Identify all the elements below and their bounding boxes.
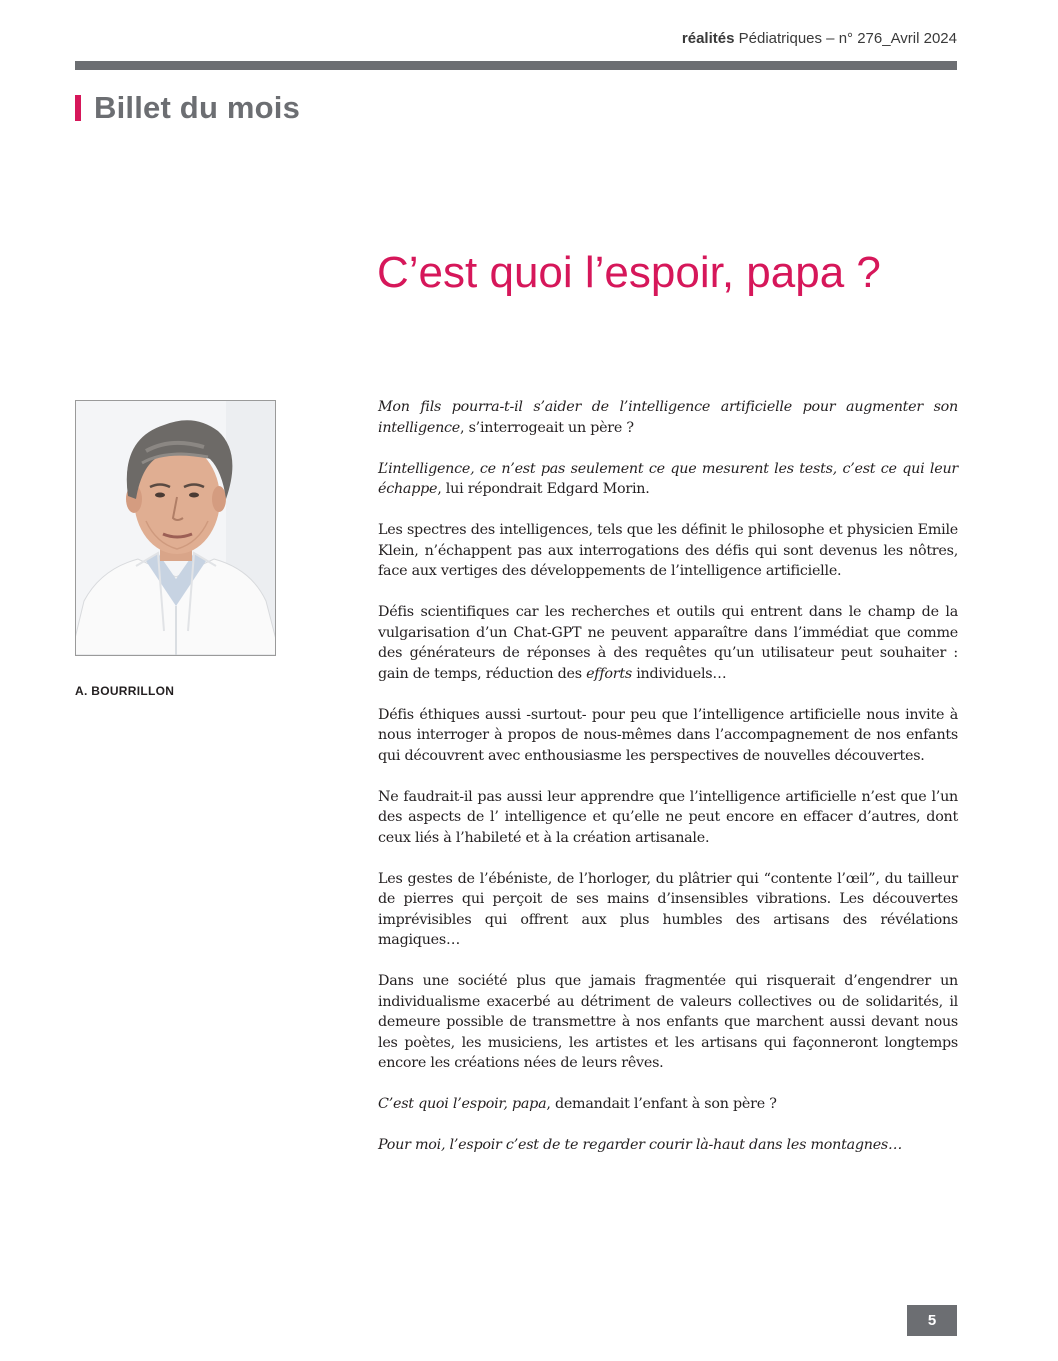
article-paragraph xyxy=(378,787,958,849)
italic-text: efforts xyxy=(586,665,632,682)
text-run: Dans une société plus que jamais fragmentée qui risquerait d’engendrer un individualisme exacerbé au détriment de valeurs collectives ou de solidarités, il demeure possible de transmettre à nos enfants que marchent aussi devant nous les poètes, les musiciens, les artistes et les artisans qui façonneront longtemps encore les créations nées de leurs rêves. xyxy=(378,973,958,1071)
italic-text: L’intelligence, ce n’est pas seulement ce que mesurent les tests, c’est ce qui leur échappe xyxy=(378,460,958,497)
rubric-title: Billet du mois xyxy=(94,90,301,125)
italic-text: C’est quoi l’espoir, papa xyxy=(378,1096,547,1112)
article-paragraph xyxy=(378,459,958,500)
article-paragraph xyxy=(378,602,958,684)
journal-issue: Pédiatriques – n° 276_Avril 2024 xyxy=(738,30,957,47)
article-paragraph xyxy=(378,1094,958,1115)
text-run: , lui répondrait Edgard Morin. xyxy=(437,481,650,497)
rubric-heading xyxy=(75,90,300,126)
article-paragraph xyxy=(378,971,958,1074)
article-paragraph xyxy=(378,869,958,951)
text-run: , demandait l’enfant à son père ? xyxy=(546,1096,777,1112)
text-run: Défis scientifiques car les recherches et outils qui entrent dans le champ de la vulgarisation d’un Chat-GPT ne peuvent apparaître dans l’immédiat que comme des générateurs de réponses à des requêtes qu’un utilisateur peut souhaiter : gain de temps, réduction des xyxy=(378,604,958,682)
text-run: , s’interrogeait un père ? xyxy=(460,419,634,436)
article-paragraph xyxy=(378,1135,958,1156)
text-run: Les gestes de l’ébéniste, de l’horloger, du plâtrier qui “contente l’œil”, du tailleur de pierres qui perçoit de ses mains d’insensibles vibrations. Les découvertes imprévisibles qui offrent aux plus humbles des artisans des révélations magiques… xyxy=(378,870,958,948)
article-paragraph xyxy=(378,397,958,438)
article-paragraph xyxy=(378,520,958,582)
author-portrait xyxy=(75,400,276,656)
page-number: 5 xyxy=(907,1305,957,1336)
top-rule xyxy=(75,61,957,70)
journal-header xyxy=(682,30,957,47)
journal-brand: réalités xyxy=(681,30,735,47)
text-run: Ne faudrait-il pas aussi leur apprendre que l’intelligence artificielle n’est que l’un des aspects de l’ intelligence et qu’elle ne peut encore en effacer d’autres, dont ceux liés à l’habileté et à la création artisanale. xyxy=(378,788,958,846)
rubric-accent-bar xyxy=(75,95,81,121)
italic-text: Pour moi, l’espoir c’est de te regarder courir là-haut dans les montagnes… xyxy=(378,1137,903,1153)
italic-text: Mon fils pourra-t-il s’aider de l’intelligence artificielle pour augmenter son intelligence xyxy=(378,399,958,436)
author-name: A. BOURRILLON xyxy=(75,684,175,698)
text-run: Défis éthiques aussi -surtout- pour peu que l’intelligence artificielle nous invite à nous interroger à propos de nous-mêmes dans l’accompagnement de nos enfants qui découvrent avec enthousiasme les perspectives de nouvelles découvertes. xyxy=(378,706,958,764)
article-title: C’est quoi l’espoir, papa ? xyxy=(377,248,881,297)
text-run: individuels… xyxy=(631,665,727,682)
author-portrait-illustration xyxy=(76,401,275,655)
text-run: Les spectres des intelligences, tels que les définit le philosophe et physicien Emile Klein, n’échappent pas aux interrogations des défis qui sont devenus les nôtres, face aux vertiges des développements de l’intelligence artificielle. xyxy=(378,522,958,579)
article-body xyxy=(378,397,958,1176)
article-paragraph xyxy=(378,705,958,767)
